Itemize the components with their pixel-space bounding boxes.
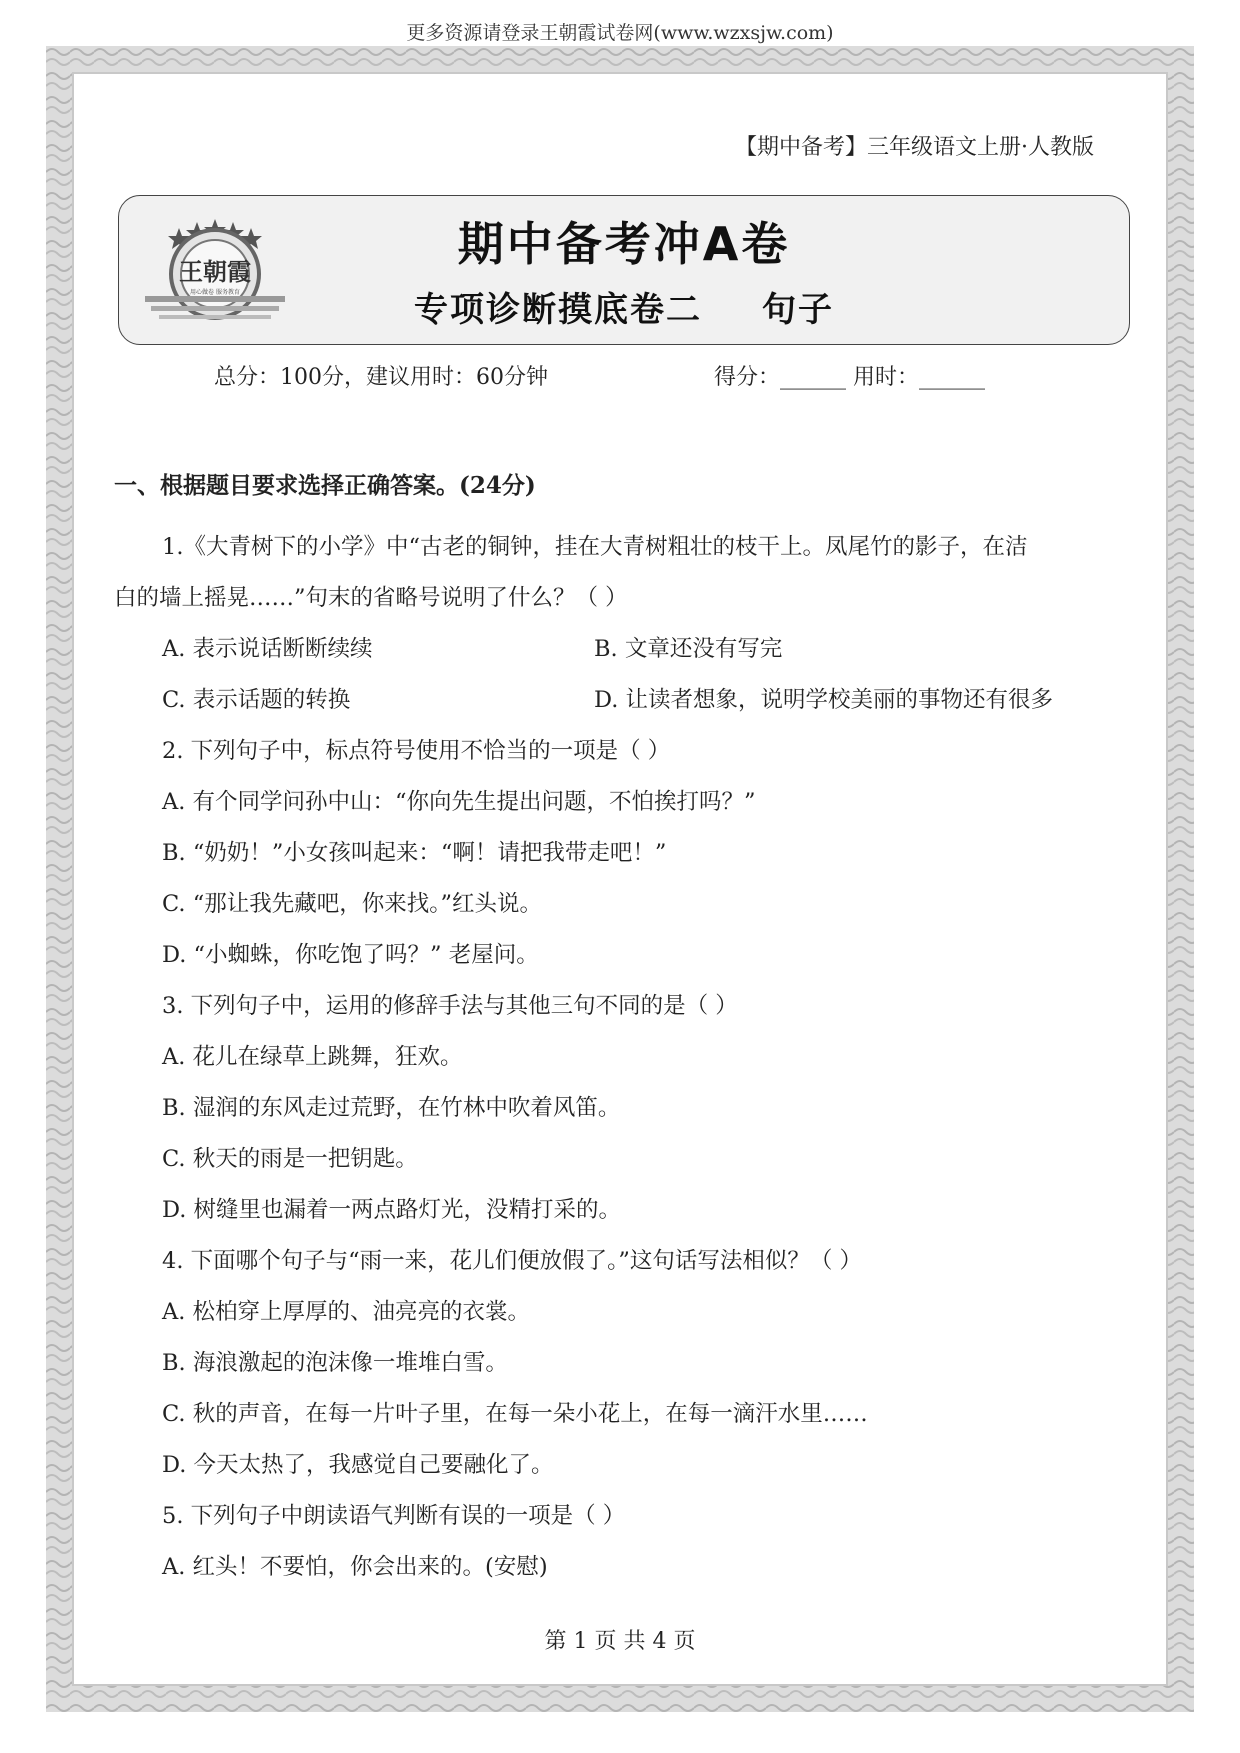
- option: D. 树缝里也漏着一两点路灯光，没精打采的。: [162, 1197, 622, 1223]
- option: A. 花儿在绿草上跳舞，狂欢。: [162, 1044, 463, 1070]
- option: C. 秋天的雨是一把钥匙。: [162, 1146, 418, 1172]
- option: D. “小蜘蛛，你吃饱了吗？” 老屋问。: [162, 942, 539, 968]
- option: C. 表示话题的转换: [162, 687, 351, 713]
- site-banner: 更多资源请登录王朝霞试卷网(www.wzxsjw.com): [406, 22, 834, 44]
- page-subtitle: [119, 282, 1129, 331]
- option: B. 海浪激起的泡沫像一堆堆白雪。: [162, 1350, 508, 1376]
- option: D. 今天太热了，我感觉自己要融化了。: [162, 1452, 554, 1478]
- option: B. 湿润的东风走过荒野，在竹林中吹着风笛。: [162, 1095, 621, 1121]
- question-1: 1.《大青树下的小学》中“古老的铜钟，挂在大青树粗壮的枝干上。凤尾竹的影子，在洁: [162, 534, 1028, 560]
- page-title: 期中备考冲A卷: [457, 217, 791, 271]
- question-1-continued: 白的墙上摇晃……”句末的省略号说明了什么？（ ）: [114, 585, 628, 611]
- option-row: [114, 624, 1134, 675]
- question-2: 2. 下列句子中，标点符号使用不恰当的一项是（ ）: [162, 738, 671, 764]
- option: C. “那让我先藏吧，你来找。”红头说。: [162, 891, 542, 917]
- subtitle-main: 专项诊断摸底卷二: [414, 290, 702, 330]
- option: C. 秋的声音，在每一片叶子里，在每一朵小花上，在每一滴汗水里……: [162, 1401, 868, 1427]
- question-3: 3. 下列句子中，运用的修辞手法与其他三句不同的是（ ）: [162, 993, 738, 1019]
- page-number: 第 1 页 共 4 页: [544, 1629, 696, 1654]
- series-tag: 【期中备考】三年级语文上册·人教版: [735, 135, 1094, 160]
- score-fields: 得分：______ 用时：______: [714, 365, 985, 390]
- question-4: 4. 下面哪个句子与“雨一来，花儿们便放假了。”这句话写法相似？（ ）: [162, 1248, 863, 1274]
- option: A. 松柏穿上厚厚的、油亮亮的衣裳。: [162, 1299, 531, 1325]
- option: D. 让读者想象，说明学校美丽的事物还有很多: [594, 687, 1054, 713]
- option: B. “奶奶！”小女孩叫起来：“啊！请把我带走吧！”: [162, 840, 667, 866]
- option: A. 表示说话断断续续: [162, 636, 373, 662]
- question-5: 5. 下列句子中朗读语气判断有误的一项是（ ）: [162, 1503, 626, 1529]
- option: B. 文章还没有写完: [594, 636, 783, 662]
- title-box: [118, 195, 1130, 345]
- svg-text:用心做卷 服务教育: 用心做卷 服务教育: [190, 289, 240, 296]
- option: A. 有个同学问孙中山：“你向先生提出问题，不怕挨打吗？”: [162, 789, 756, 815]
- question-body: [114, 468, 1134, 1593]
- option-row: [114, 675, 1134, 726]
- option: A. 红头！不要怕，你会出来的。(安慰): [162, 1554, 548, 1580]
- score-info: 总分：100分，建议用时：60分钟: [214, 365, 548, 390]
- svg-text:王朝霞: 王朝霞: [179, 257, 251, 286]
- subtitle-topic: 句子: [762, 290, 834, 330]
- section-title: 一、根据题目要求选择正确答案。(24分): [114, 472, 536, 499]
